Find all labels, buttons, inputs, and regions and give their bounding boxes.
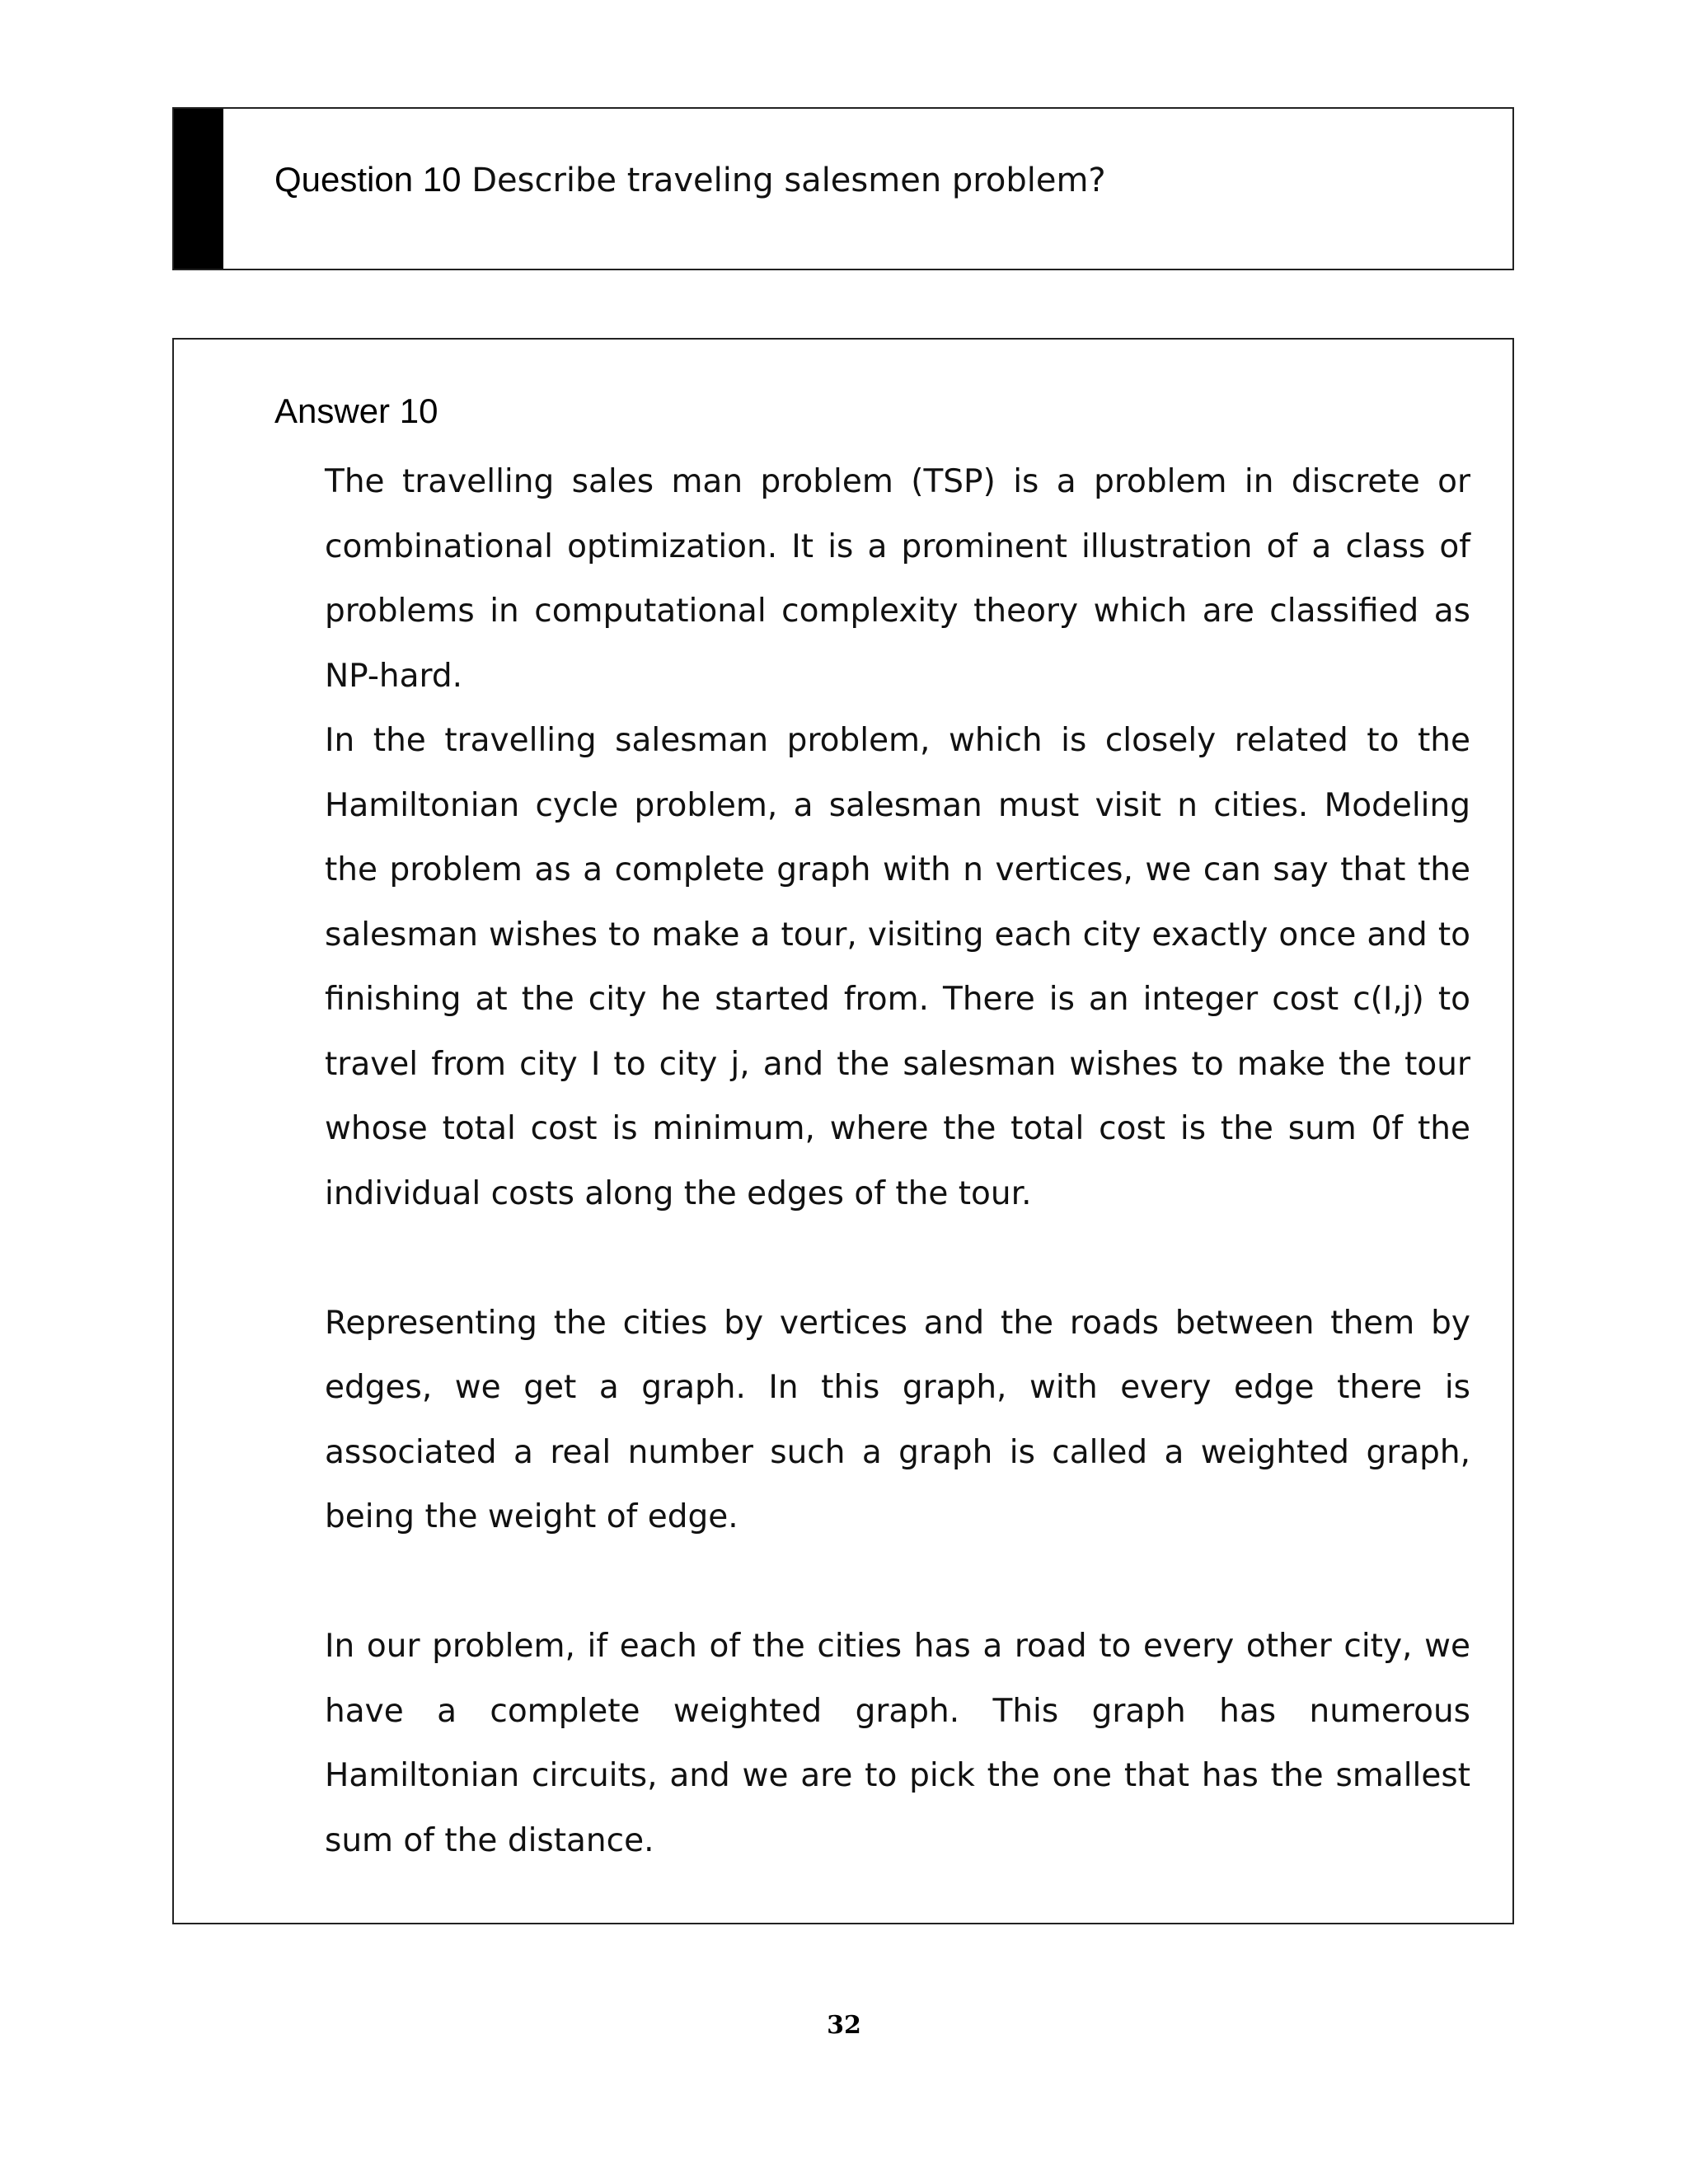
paragraph-spacer — [325, 1226, 1470, 1291]
answer-title: Answer 10 — [274, 391, 438, 430]
answer-paragraph: In our problem, if each of the cities has a road to every other city, we have a complete weighted graph. This graph has numerous Hamiltonian circuits, and we are to pick the one that has the smallest sum of the distance. — [325, 1628, 1470, 1859]
answer-paragraph: The travelling sales man problem (TSP) is a problem in discrete or combinational optimization. It is a prominent illustration of a class of problems in computational complexity theory which are classified as NP-hard. — [325, 463, 1470, 695]
answer-paragraph: In the travelling salesman problem, which is closely related to the Hamiltonian cycle problem, a salesman must visit n cities. Modeling the problem as a complete graph with n vertices, we can say that the salesman wishes to make a tour, visiting each city exactly once and to finishing at the city he started from. There is an integer cost c(I,j) to travel from city I to city j, and the salesman wishes to make the tour whose total cost is minimum, where the total cost is the sum 0f the individual costs along the edges of the tour. — [325, 722, 1470, 1212]
question-text: Describe traveling salesmen problem? — [471, 162, 1106, 199]
answer-body — [325, 450, 1470, 1873]
question-accent-bar — [174, 109, 223, 269]
question-label: Question 10 — [274, 160, 462, 199]
page-number: 32 — [827, 2011, 861, 2040]
paragraph-spacer — [325, 1550, 1470, 1615]
answer-box — [172, 338, 1514, 1924]
question-heading — [274, 160, 1106, 200]
question-box — [172, 107, 1514, 270]
answer-paragraph: Representing the cities by vertices and the roads between them by edges, we get a graph. In this graph, with every edge there is associated a real number such a graph is called a weighted graph, being the weight of edge. — [325, 1304, 1470, 1535]
